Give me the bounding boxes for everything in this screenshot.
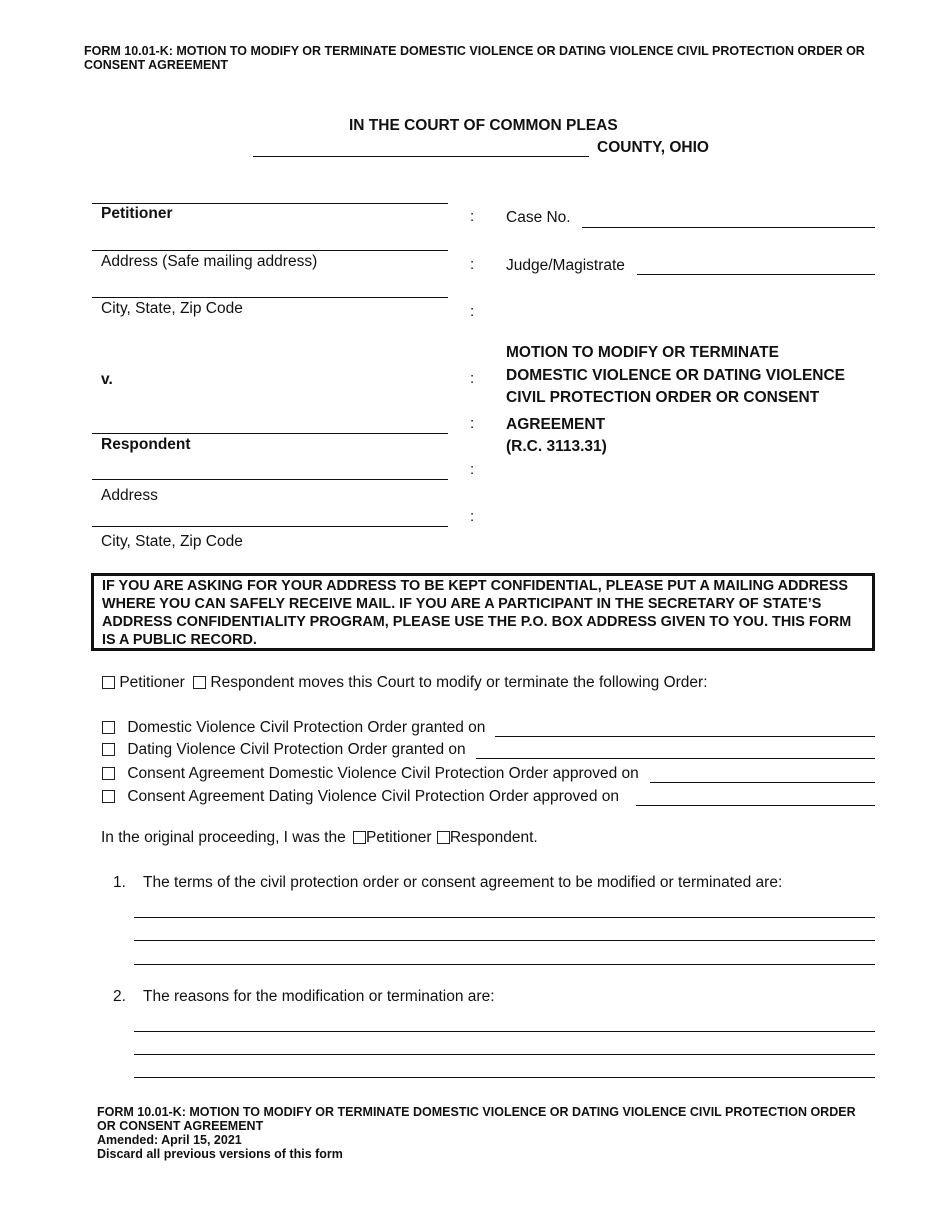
order-option [102,788,619,806]
movant-row [102,674,708,692]
respondent-address-line[interactable] [92,479,448,480]
answer-line[interactable] [134,940,875,941]
original-respondent-label: Respondent. [449,829,538,846]
motion-title-line: DOMESTIC VIOLENCE OR DATING VIOLENCE [506,366,846,384]
question-text: The reasons for the modification or termination are: [143,988,495,1005]
order-date-line[interactable] [495,736,875,737]
question-text: The terms of the civil protection order or consent agreement to be modified or terminated are: [143,874,783,891]
form-header-title: FORM 10.01-K: MOTION TO MODIFY OR TERMINATE DOMESTIC VIOLENCE OR DATING VIOLENCE CIVIL PROTECTION ORDER OR CONSENT AGREEMENT [84,44,865,72]
question-number: 2. [113,988,126,1005]
answer-line[interactable] [134,1054,875,1055]
page-footer [97,1105,877,1161]
order-option [102,741,466,759]
answer-line[interactable] [134,964,875,965]
original-petitioner-label: Petitioner [366,829,432,846]
order-date-line[interactable] [476,758,875,759]
movant-petitioner-label: Petitioner [119,674,185,691]
petitioner-label: Petitioner [101,205,173,222]
original-proceeding-row [101,829,538,847]
original-petitioner-checkbox[interactable] [353,831,366,844]
caption-colon: : [470,256,475,273]
order-label: Consent Agreement Domestic Violence Civil Protection Order approved on [127,765,639,782]
order-option [102,719,485,737]
petitioner-name-line[interactable] [92,203,448,204]
movant-respondent-label: Respondent moves this Court to modify or terminate the following Order: [210,674,708,691]
answer-line[interactable] [134,917,875,918]
caption-colon: : [470,370,475,387]
versus-label: v. [101,371,113,388]
confidentiality-warning: IF YOU ARE ASKING FOR YOUR ADDRESS TO BE KEPT CONFIDENTIAL, PLEASE PUT A MAILING ADDRESS WHERE YOU CAN SAFELY RECEIVE MAIL. IF YOU ARE A PARTICIPANT IN THE SECRETARY OF STATE’S ADDRESS CONFIDENTIALITY PROGRAM, PLEASE USE THE P.O. BOX ADDRESS GIVEN TO YOU. THIS FORM IS A PUBLIC RECORD. [91,573,875,651]
respondent-label: Respondent [101,436,191,453]
order-label: Consent Agreement Dating Violence Civil Protection Order approved on [127,788,619,805]
motion-title-line: MOTION TO MODIFY OR TERMINATE [506,344,779,361]
respondent-city-line[interactable] [92,526,448,527]
caption-colon: : [470,415,475,432]
court-name: IN THE COURT OF COMMON PLEAS [349,117,618,134]
footer-discard-note: Discard all previous versions of this form [97,1147,343,1161]
order-checkbox[interactable] [102,721,115,734]
petitioner-address-line[interactable] [92,250,448,251]
order-label: Dating Violence Civil Protection Order granted on [127,741,466,758]
case-no-label: Case No. [506,209,571,226]
caption-colon: : [470,208,475,225]
answer-line[interactable] [134,1031,875,1032]
statute-citation: (R.C. 3113.31) [506,438,607,455]
question-number: 1. [113,874,126,891]
case-no-line[interactable] [582,227,875,228]
original-respondent-checkbox[interactable] [437,831,450,844]
motion-title [506,342,866,459]
order-date-line[interactable] [650,782,875,783]
petitioner-city-label: City, State, Zip Code [101,300,243,317]
respondent-name-line[interactable] [92,433,448,434]
judge-line[interactable] [637,274,875,275]
order-checkbox[interactable] [102,767,115,780]
caption-colon: : [470,461,475,478]
caption-colon: : [470,508,475,525]
respondent-city-label: City, State, Zip Code [101,533,243,550]
movant-respondent-checkbox[interactable] [193,676,206,689]
motion-title-line: CIVIL PROTECTION ORDER OR CONSENT [506,389,820,406]
order-date-line[interactable] [636,805,875,806]
order-option [102,765,639,783]
answer-line[interactable] [134,1077,875,1078]
order-checkbox[interactable] [102,743,115,756]
petitioner-address-label: Address (Safe mailing address) [101,253,318,270]
movant-petitioner-checkbox[interactable] [102,676,115,689]
county-label: COUNTY, OHIO [597,139,709,156]
order-checkbox[interactable] [102,790,115,803]
order-label: Domestic Violence Civil Protection Order granted on [127,719,486,736]
county-blank-line[interactable] [253,156,589,157]
footer-form-title: FORM 10.01-K: MOTION TO MODIFY OR TERMINATE DOMESTIC VIOLENCE OR DATING VIOLENCE CIVIL PROTECTION ORDER OR CONSENT AGREEMENT [97,1105,856,1133]
footer-amended-date: Amended: April 15, 2021 [97,1133,242,1147]
judge-label: Judge/Magistrate [506,257,625,274]
petitioner-city-line[interactable] [92,297,448,298]
respondent-address-label: Address [101,487,158,504]
motion-title-line: AGREEMENT [506,415,606,433]
caption-colon: : [470,303,475,320]
original-proceeding-text: In the original proceeding, I was the [101,829,346,846]
